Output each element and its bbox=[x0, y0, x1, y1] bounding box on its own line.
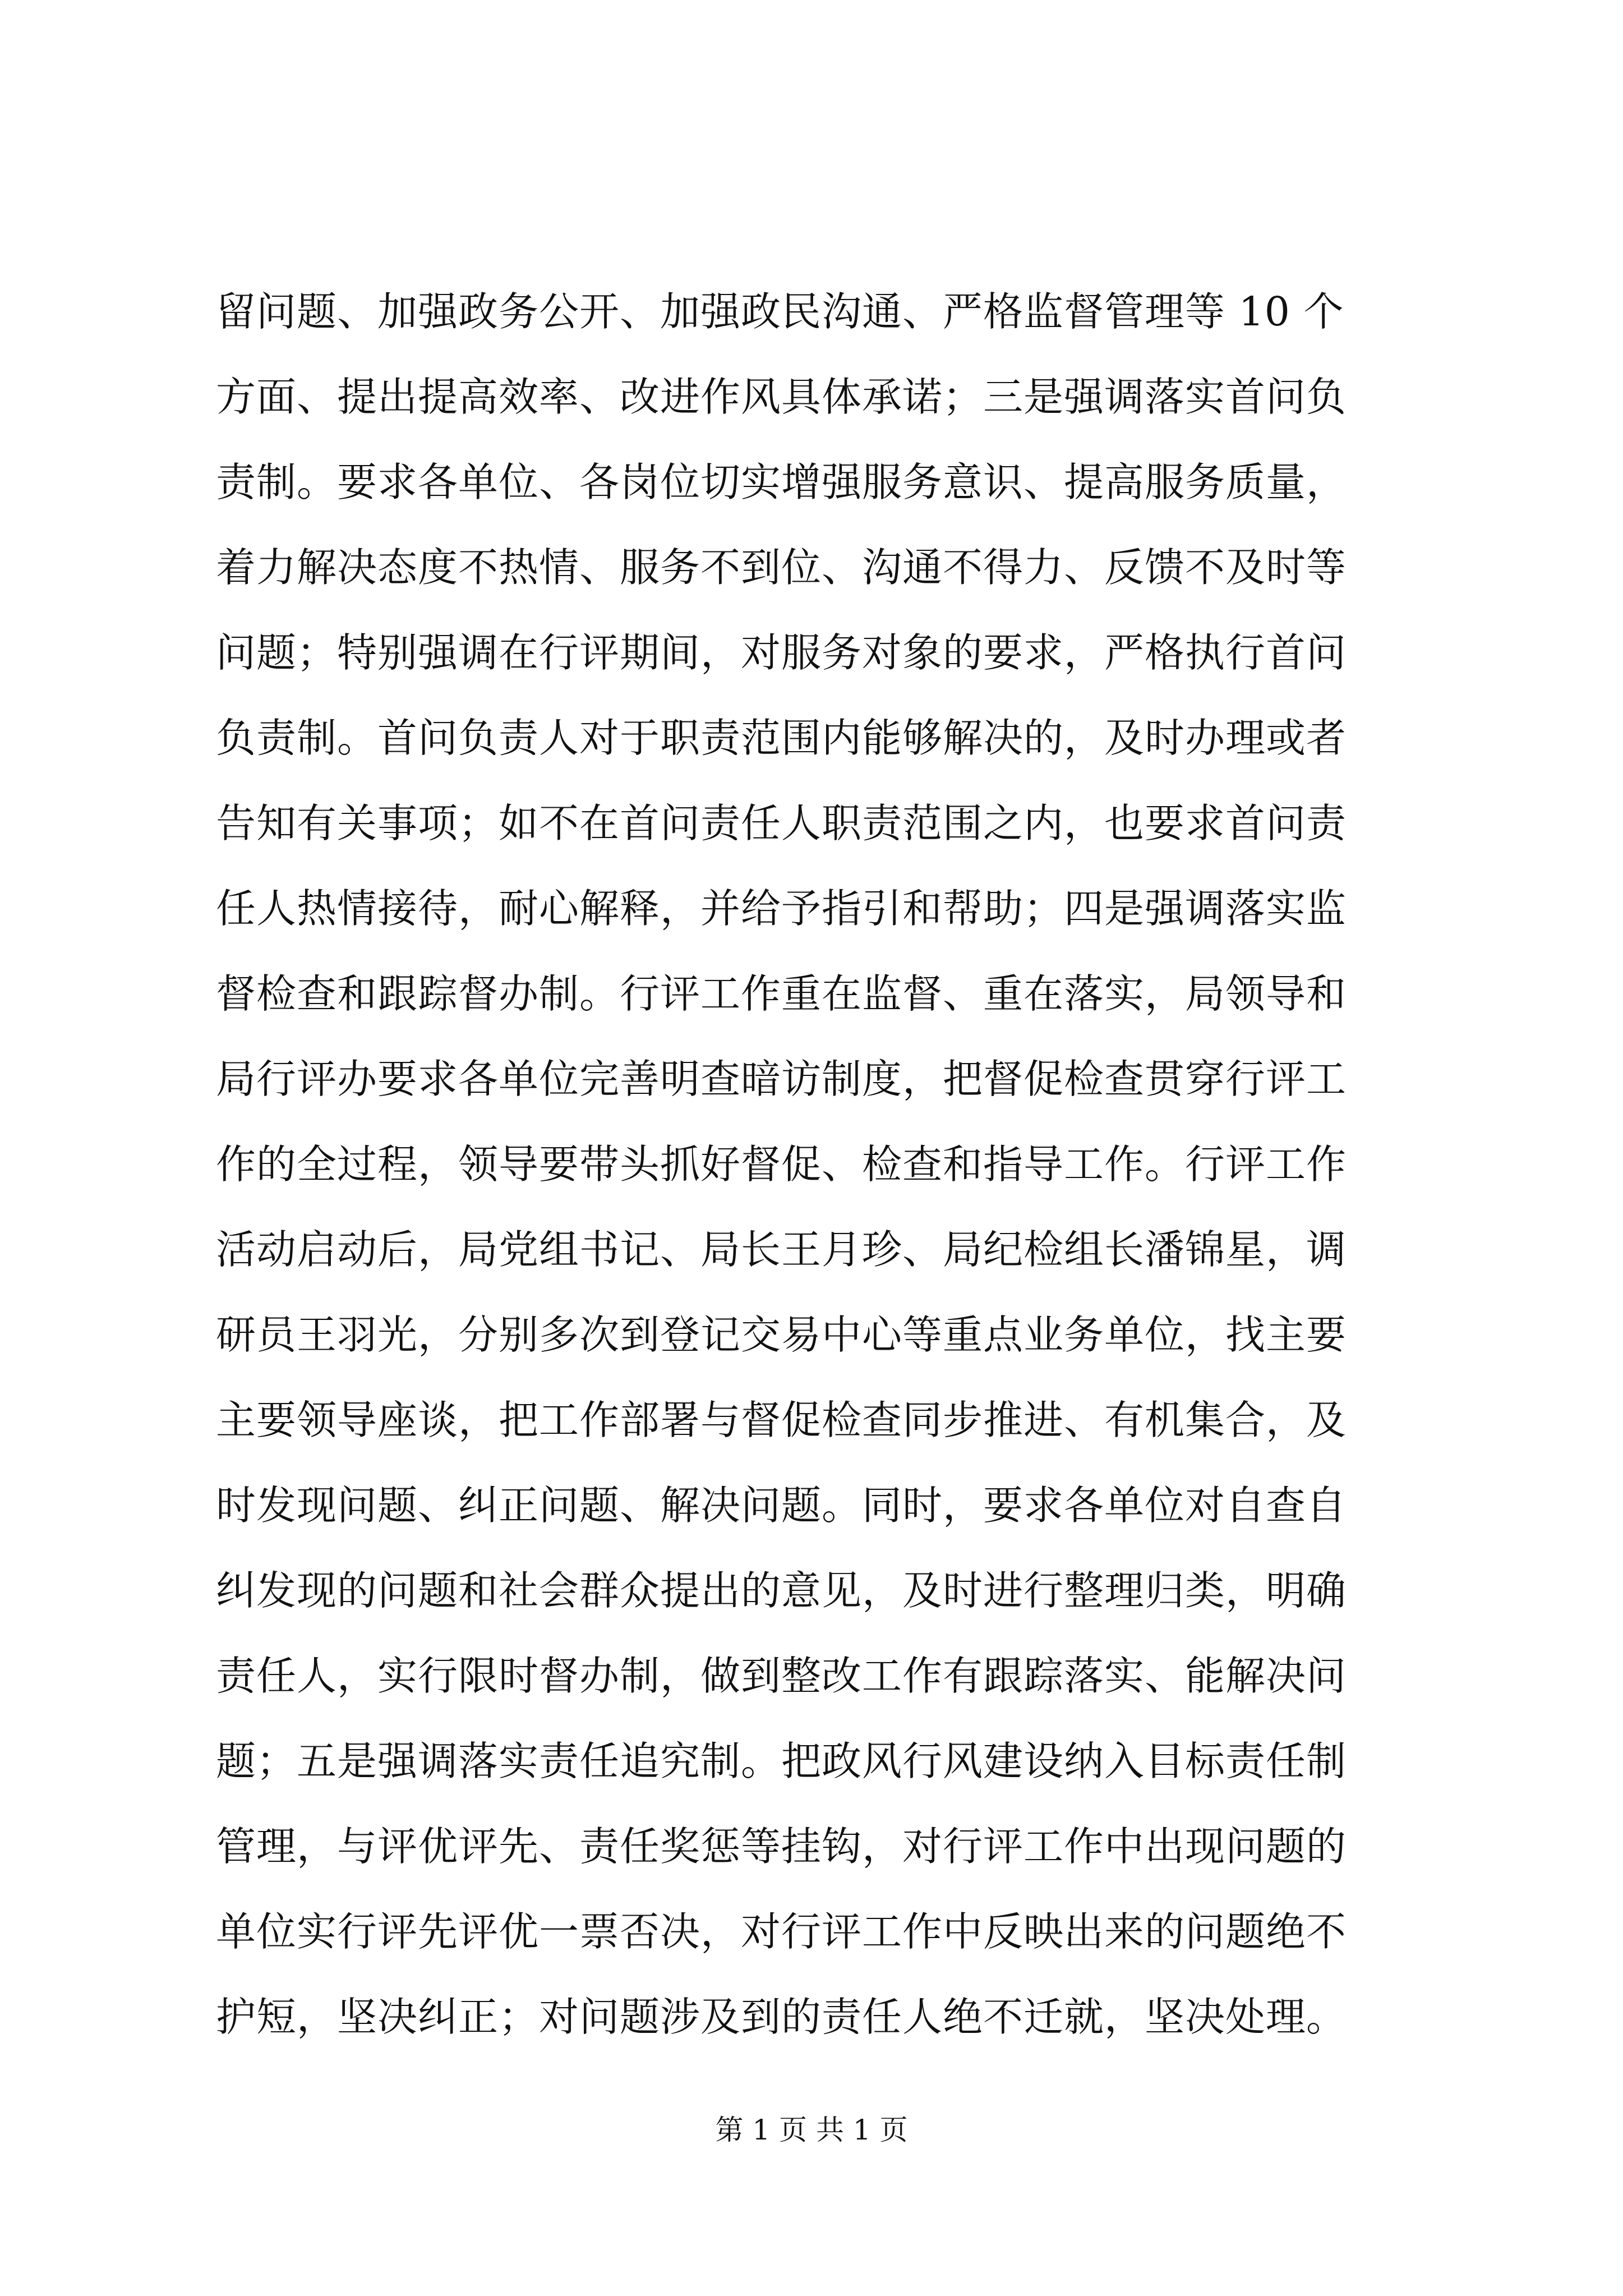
text-line: 责制。要求各单位、各岗位切实增强服务意识、提高服务质量， bbox=[216, 459, 1347, 505]
text-line: 着力解决态度不热情、服务不到位、沟通不得力、反馈不及时等 bbox=[216, 544, 1347, 591]
text-line: 局行评办要求各单位完善明查暗访制度，把督促检查贯穿行评工 bbox=[216, 1056, 1347, 1102]
text-line: 时发现问题、纠正问题、解决问题。同时，要求各单位对自查自 bbox=[216, 1482, 1347, 1529]
text-line: 负责制。首问负责人对于职责范围内能够解决的，及时办理或者 bbox=[216, 715, 1347, 761]
text-line: 方面、提出提高效率、改进作风具体承诺；三是强调落实首问负 bbox=[216, 374, 1347, 420]
text-line: 责任人，实行限时督办制，做到整改工作有跟踪落实、能解决问 bbox=[216, 1653, 1347, 1699]
text-line: 告知有关事项；如不在首问责任人职责范围之内，也要求首问责 bbox=[216, 800, 1347, 846]
text-line: 问题；特别强调在行评期间，对服务对象的要求，严格执行首问 bbox=[216, 629, 1347, 676]
body-text bbox=[216, 269, 1427, 2060]
text-line: 纠发现的问题和社会群众提出的意见，及时进行整理归类，明确 bbox=[216, 1567, 1347, 1614]
text-line: 单位实行评先评优一票否决，对行评工作中反映出来的问题绝不 bbox=[216, 1908, 1347, 1955]
text-line: 管理，与评优评先、责任奖惩等挂钩，对行评工作中出现问题的 bbox=[216, 1823, 1347, 1870]
text-line: 留问题、加强政务公开、加强政民沟通、严格监督管理等 10 个 bbox=[216, 288, 1344, 335]
page-number-footer: 第 1 页 共 1 页 bbox=[715, 2114, 908, 2146]
text-line: 活动启动后，局党组书记、局长王月珍、局纪检组长潘锦星，调 bbox=[216, 1226, 1347, 1273]
text-line: 督检查和跟踪督办制。行评工作重在监督、重在落实，局领导和 bbox=[216, 970, 1347, 1017]
text-line: 作的全过程，领导要带头抓好督促、检查和指导工作。行评工作 bbox=[216, 1141, 1347, 1188]
text-line: 护短，坚决纠正；对问题涉及到的责任人绝不迁就，坚决处理。 bbox=[216, 1994, 1347, 2040]
text-line: 主要领导座谈，把工作部署与督促检查同步推进、有机集合，及 bbox=[216, 1397, 1347, 1443]
text-line: 研员王羽光，分别多次到登记交易中心等重点业务单位，找主要 bbox=[216, 1312, 1347, 1358]
text-line: 任人热情接待，耐心解释，并给予指引和帮助；四是强调落实监 bbox=[216, 885, 1347, 932]
text-line: 题；五是强调落实责任追究制。把政风行风建设纳入目标责任制 bbox=[216, 1738, 1347, 1784]
